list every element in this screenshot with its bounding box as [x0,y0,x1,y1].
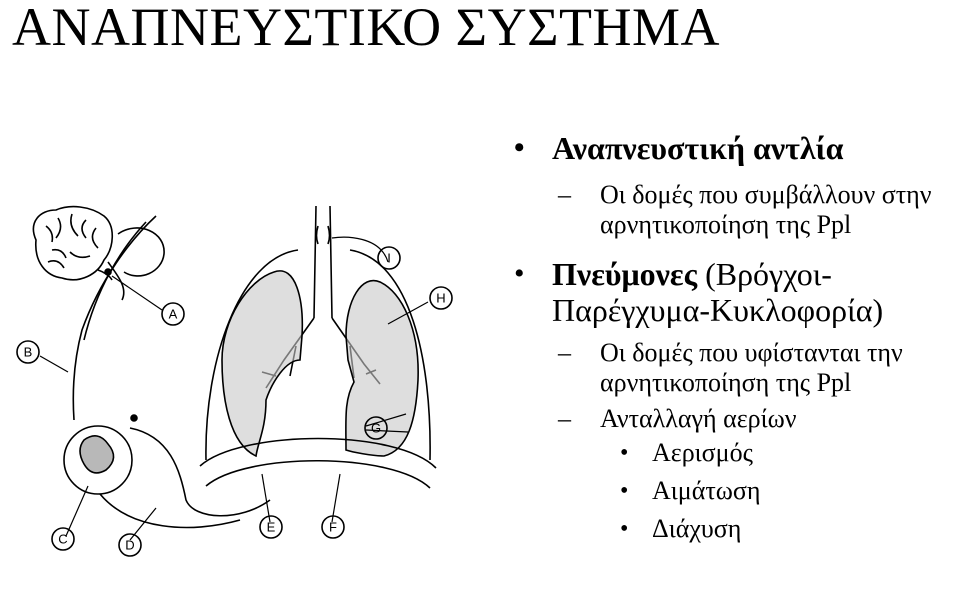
label-f: F [329,519,337,535]
brain-drawing [33,207,164,300]
bullet-pump-sub: – Οι δομές που συμβάλλουν στην αρνητικοποίηση της Ppl [514,180,960,240]
label-h: H [436,290,446,306]
bullet-lungs-rest: (Βρόγχοι-Παρέγχυμα-Κυκλοφορία) [552,256,884,328]
bullet-item: • Διάχυση [514,510,960,548]
label-e: E [266,519,276,535]
label-c: C [58,531,68,547]
lungs-drawing [206,250,430,460]
label-d: D [125,537,135,553]
label-g: G [370,420,382,436]
bullet-lungs-bold: Πνεύμονες [552,256,698,292]
bullet-pump: • Αναπνευστική αντλία [514,130,960,166]
bullet-lungs [514,256,960,328]
slide-title: ΑΝΑΠΝΕΥΣΤΙΚΟ ΣΥΣΤΗΜΑ [12,0,720,57]
bullet-lungs-sub1: – Οι δομές που υφίστανται την αρνητικοποίηση της Ppl [514,338,960,398]
bullet-lungs-sub2: – Ανταλλαγή αερίων [514,404,960,434]
bullet-item: • Αιμάτωση [514,472,960,510]
label-b: B [23,344,33,360]
label-a: A [168,306,178,322]
label-i: I [387,250,391,266]
bullet-list [514,130,960,548]
bullet-item: • Αερισμός [514,434,960,472]
spinal-cord-drawing [73,216,156,421]
